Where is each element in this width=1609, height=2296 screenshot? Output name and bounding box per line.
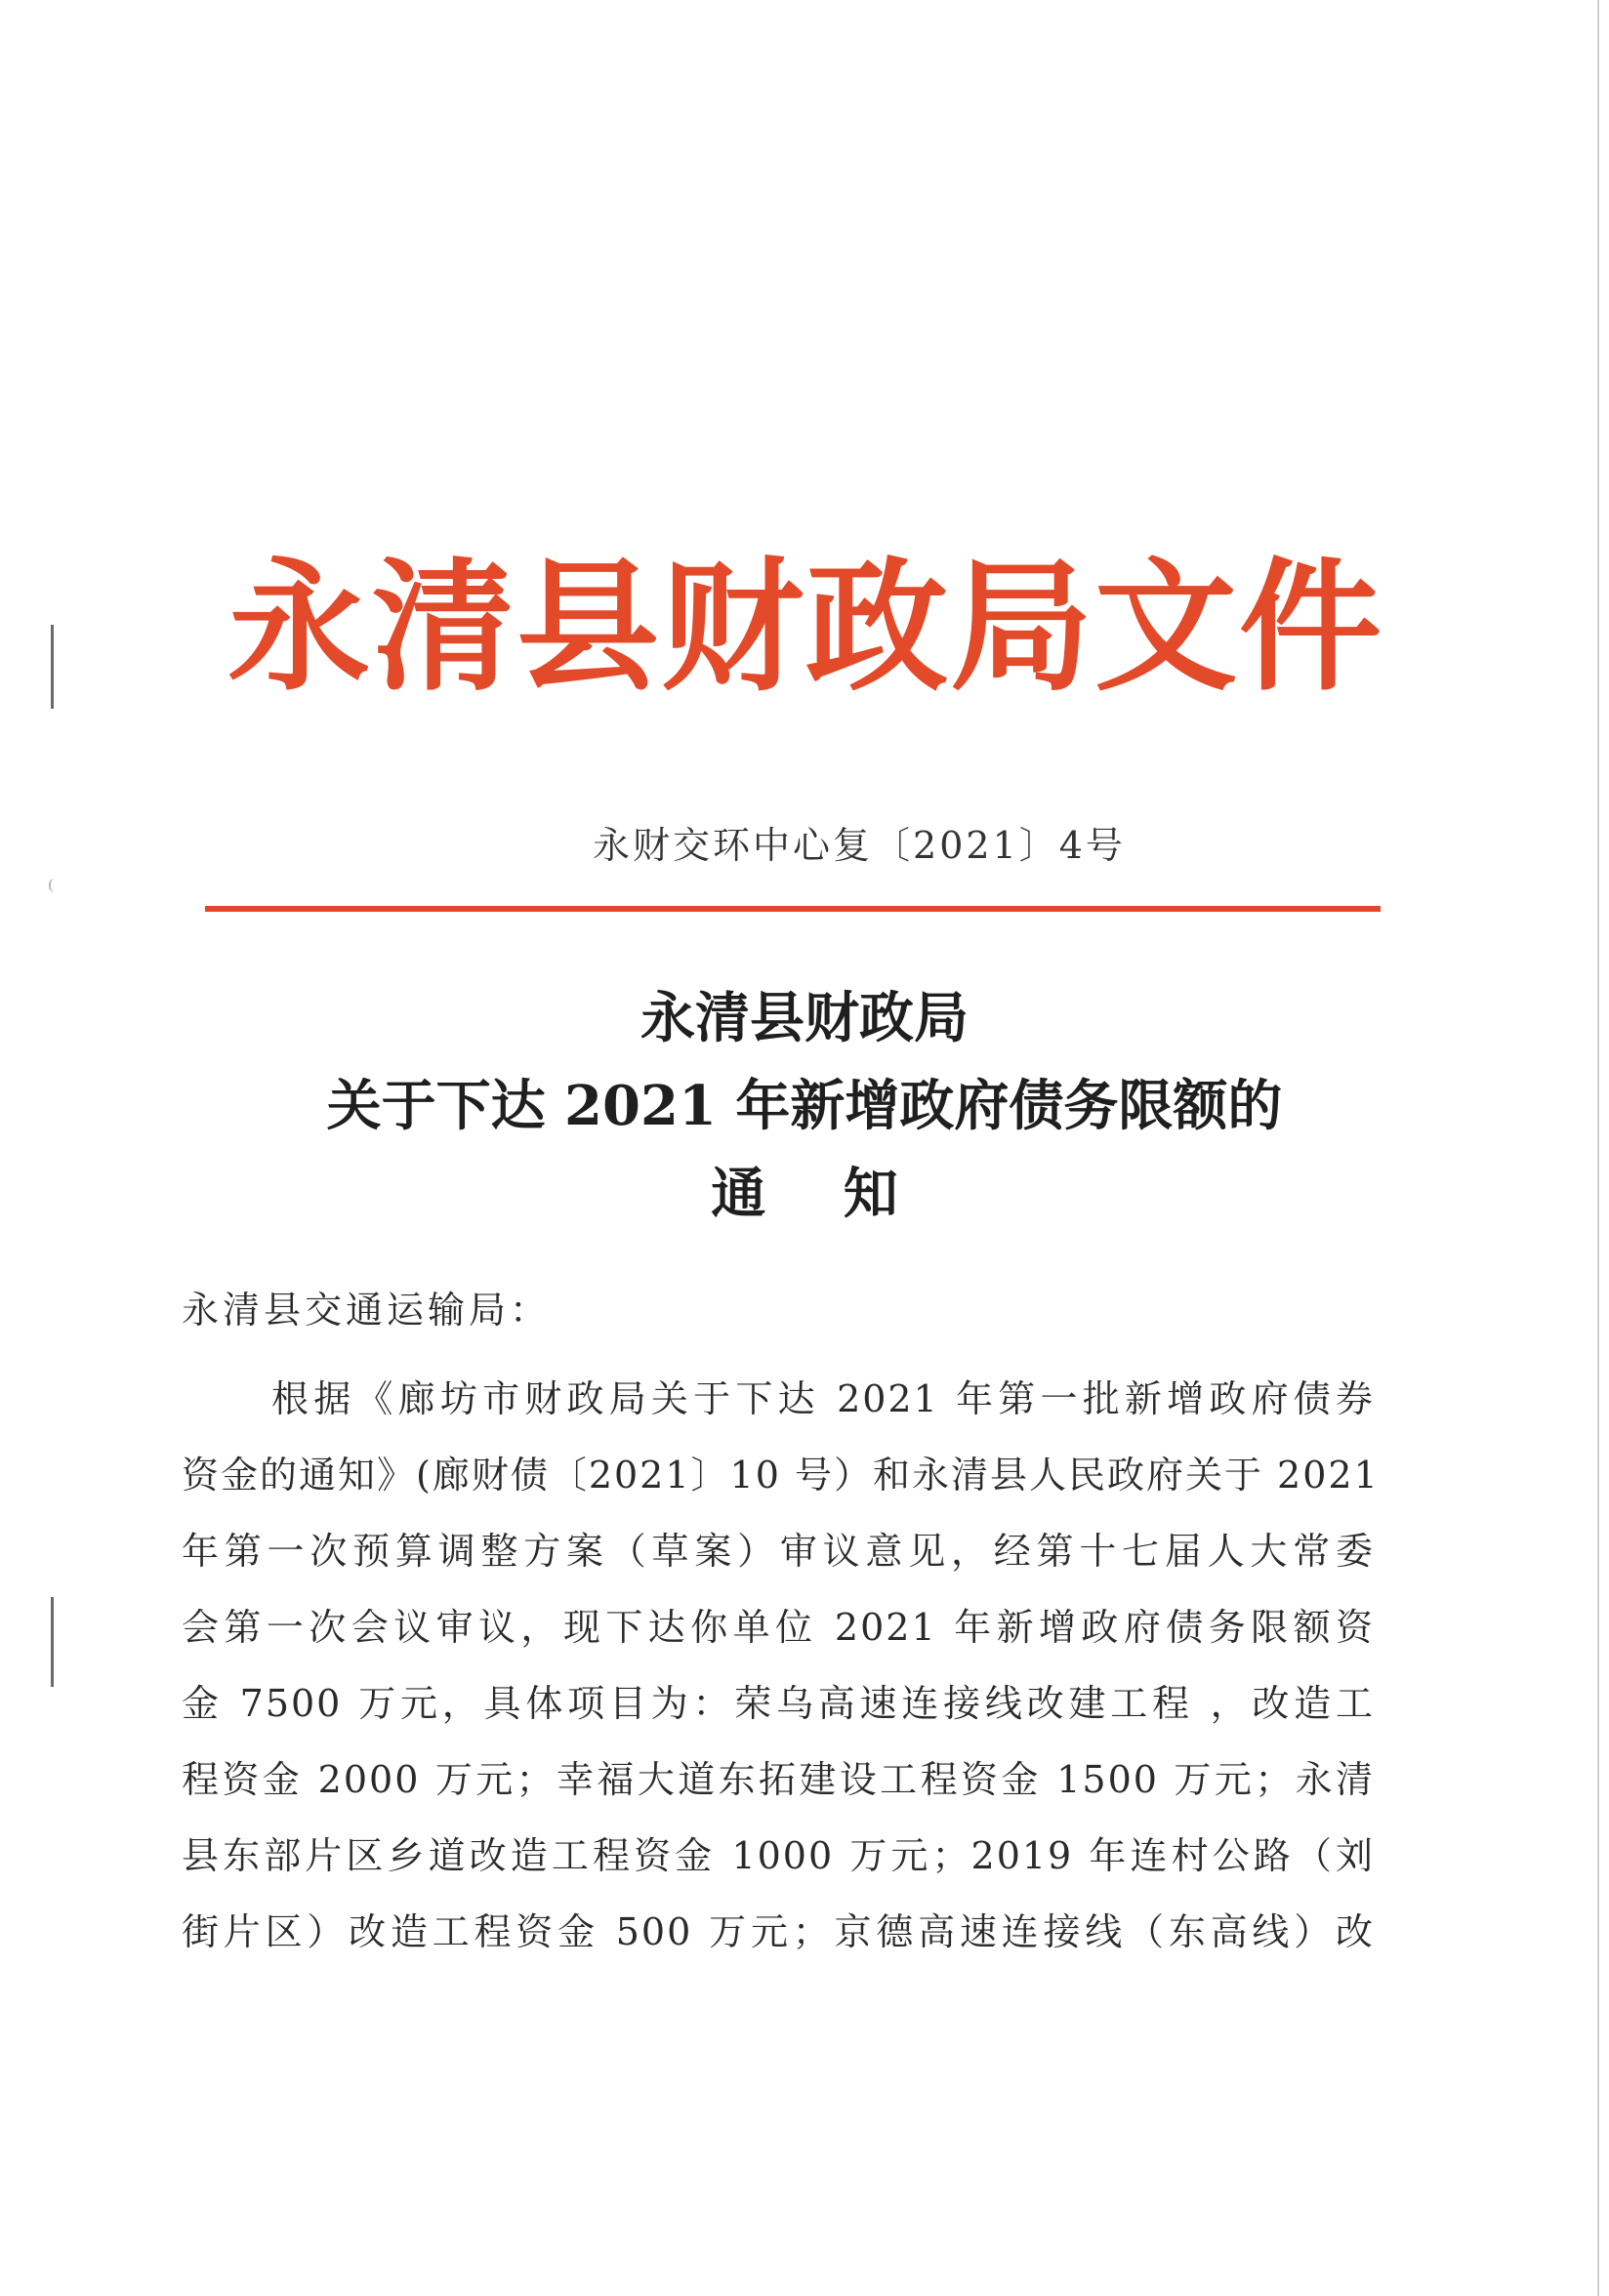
notice-title xyxy=(195,974,1414,1238)
scan-artifact xyxy=(49,879,57,892)
addressee: 永清县交通运输局： xyxy=(182,1289,552,1332)
body-paragraph xyxy=(182,1361,1380,1970)
title-line-subject: 关于下达 2021 年新增政府债务限额的 xyxy=(326,1074,1283,1138)
body-line: 县东部片区乡道改造工程资金 1000 万元；2019 年连村公路（刘 xyxy=(182,1834,1375,1877)
title-line-issuer: 永清县财政局 xyxy=(640,986,969,1050)
body-line: 根据《廊坊市财政局关于下达 2021 年第一批新增政府债券 xyxy=(271,1377,1375,1420)
scan-binding-mark xyxy=(51,625,54,709)
scan-edge xyxy=(1597,0,1599,2296)
masthead-title: 永清县财政局文件 xyxy=(227,545,1383,711)
body-line: 金 7500 万元，具体项目为：荣乌高速连接线改建工程 ，改造工 xyxy=(182,1682,1375,1725)
body-line: 资金的通知》(廊财债〔2021〕10 号）和永清县人民政府关于 2021 xyxy=(182,1454,1380,1496)
title-line-notice: 通 知 xyxy=(711,1162,928,1226)
scan-binding-mark xyxy=(51,1597,54,1687)
document-number: 永财交环中心复〔2021〕4号 xyxy=(593,824,1126,867)
body-line: 街片区）改造工程资金 500 万元；京德高速连接线（东高线）改 xyxy=(182,1910,1375,1953)
red-divider-rule xyxy=(205,906,1381,912)
body-line: 年第一次预算调整方案（草案）审议意见，经第十七届人大常委 xyxy=(182,1530,1375,1573)
body-line: 会第一次会议审议，现下达你单位 2021 年新增政府债务限额资 xyxy=(182,1606,1375,1649)
body-line: 程资金 2000 万元；幸福大道东拓建设工程资金 1500 万元；永清 xyxy=(182,1758,1375,1801)
